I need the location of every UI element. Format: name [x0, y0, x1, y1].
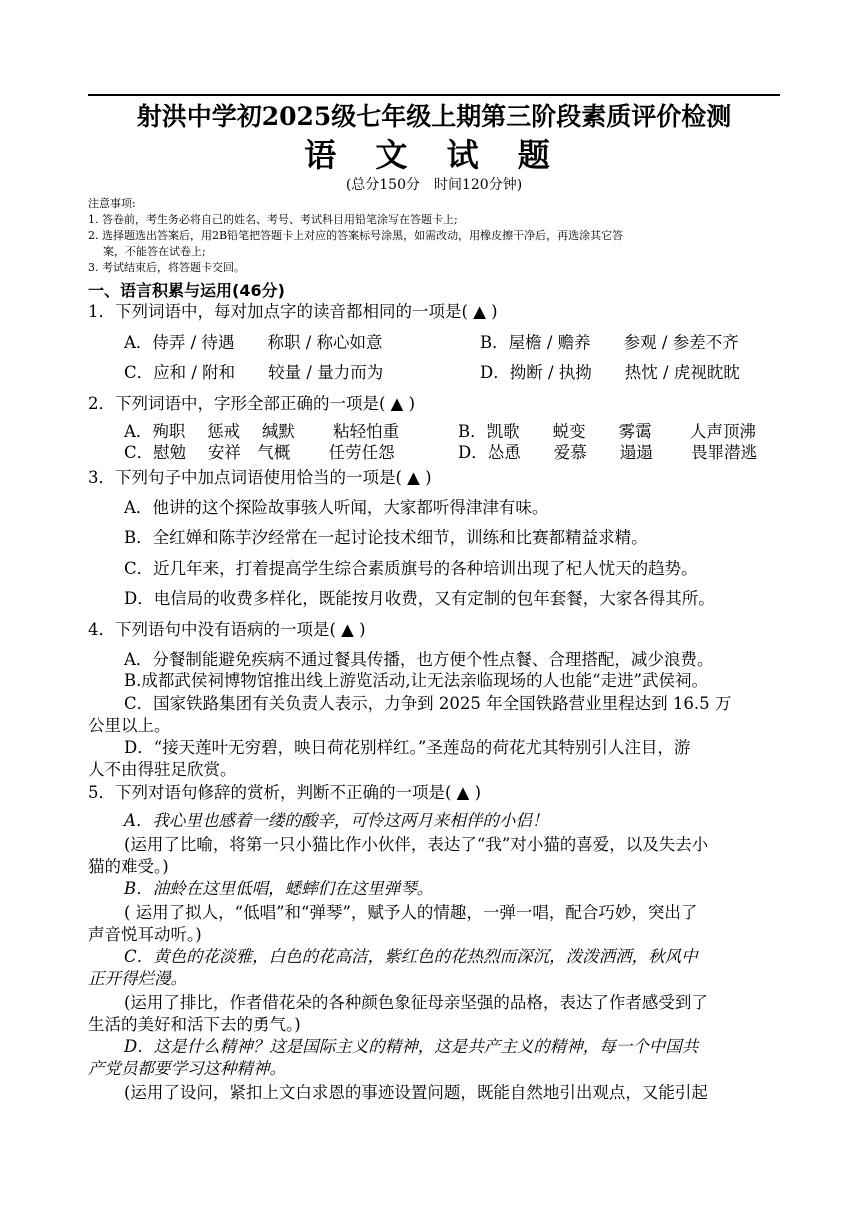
- q1-option-c: C．应和 / 附和 较量 / 量力而为: [124, 363, 384, 382]
- q2-option-b: B．凯歌 蜕变 雾霭 人声顶沸: [458, 422, 756, 441]
- q5-option-c: C．黄色的花淡雅，白色的花高洁，紫红色的花热烈而深沉，泼泼洒洒，秋风中: [124, 947, 698, 966]
- q4-option-d: D．“接天莲叶无穷碧，映日荷花别样红。”圣莲岛的荷花尤其特别引人注目，游: [124, 738, 691, 757]
- q4-stem: 4．下列语句中没有语病的一项是( ▲ ): [88, 620, 366, 639]
- q2-stem: 2．下列词语中，字形全部正确的一项是( ▲ ): [88, 394, 416, 413]
- notes-block: [88, 196, 783, 276]
- q5-option-d: D．这是什么精神？这是国际主义的精神，这是共产主义的精神，每一个中国共: [124, 1037, 699, 1056]
- q5-option-b: B．油蛉在这里低唱，蟋蟀们在这里弹琴。: [124, 879, 434, 898]
- note-1: 1. 答卷前，考生务必将自己的姓名、考号、考试科目用铅笔涂写在答题卡上;: [88, 213, 458, 226]
- q2-option-c: C．慰勉 安祥 气概 任劳任怨: [124, 443, 395, 462]
- answer-mark: ▲: [473, 302, 486, 321]
- note-2-cont: 案，不能答在试卷上;: [103, 245, 206, 258]
- q3-option-d: D．电信局的收费多样化，既能按月收费，又有定制的包年套餐，大家各得其所。: [124, 589, 715, 608]
- q3-option-c: C．近几年来，打着提高学生综合素质旗号的各种培训出现了杞人忧天的趋势。: [124, 559, 698, 578]
- q5-option-c-cont: 正开得烂漫。: [88, 969, 187, 988]
- q1-option-a: A．侍弄 / 待遇 称职 / 称心如意: [124, 333, 383, 352]
- q5-option-b-note: ( 运用了拟人，“低唱”和“弹琴”，赋予人的情趣，一弹一唱，配合巧妙，突出了: [124, 903, 698, 922]
- top-rule: [88, 94, 780, 96]
- q5-option-c-note-cont: 生活的美好和活下去的勇气。): [88, 1015, 301, 1034]
- q5-option-c-note: (运用了排比，作者借花朵的各种颜色象征母亲坚强的品格，表达了作者感受到了: [124, 993, 708, 1012]
- q5-option-a-note-cont: 猫的难受。): [88, 857, 169, 876]
- q5-option-d-note: (运用了设问，紧扣上文白求恩的事迹设置问题，既能自然地引出观点，又能引起: [124, 1083, 708, 1102]
- q5-option-b-note-cont: 声音悦耳动听。): [88, 925, 202, 944]
- q2-option-d: D．怂恿 爱慕 遢遢 畏罪潜逃: [458, 443, 757, 462]
- q3-stem: 3．下列句子中加点词语使用恰当的一项是( ▲ ): [88, 468, 432, 487]
- q3-option-a: A．他讲的这个探险故事骇人听闻，大家都听得津津有味。: [124, 498, 549, 517]
- section-heading: 一、语言积累与运用(46分): [88, 281, 285, 300]
- q5-option-d-cont: 产党员都要学习这种精神。: [88, 1059, 286, 1078]
- subject-title: 语 文 试 题: [304, 136, 564, 174]
- notes-heading: 注意事项:: [88, 197, 136, 210]
- q4-option-c: C．国家铁路集团有关负责人表示，力争到 2025 年全国铁路营业里程达到 16.5 万: [124, 694, 732, 713]
- q2-option-a: A．殉职 惩戒 缄默 粘轻怕重: [124, 422, 400, 441]
- q4-option-c-cont: 公里以上。: [88, 716, 171, 735]
- q4-option-b: B.成都武侯祠博物馆推出线上游览活动,让无法亲临现场的人也能“走进”武侯祠。: [124, 671, 708, 690]
- q4-option-d-cont: 人不由得驻足欣赏。: [88, 760, 237, 779]
- q5-option-a: A．我心里也感着一缕的酸辛，可怜这两月来相伴的小侣！: [124, 811, 549, 830]
- exam-title: 射洪中学初2025级七年级上期第三阶段素质评价检测: [136, 102, 732, 131]
- q5-stem: 5．下列对语句修辞的赏析，判断不正确的一项是( ▲ ): [88, 783, 482, 802]
- q5-option-a-note: (运用了比喻，将第一只小猫比作小伙伴，表达了“我”对小猫的喜爱，以及失去小: [124, 835, 709, 854]
- note-3: 3. 考试结束后，将答题卡交回。: [88, 261, 245, 274]
- q4-option-a: A．分餐制能避免疾病不通过餐具传播，也方便个性点餐、合理搭配，减少浪费。: [124, 650, 714, 669]
- score-time-info: (总分150分 时间120分钟): [345, 177, 523, 193]
- q3-option-b: B．全红婵和陈芋汐经常在一起讨论技术细节，训练和比赛都精益求精。: [124, 528, 648, 547]
- q1-stem: 1．下列词语中，每对加点字的读音都相同的一项是( ▲ ): [88, 302, 498, 321]
- q1-option-b: B．屋檐 / 赡养 参观 / 参差不齐: [480, 333, 739, 352]
- note-2: 2. 选择题选出答案后，用2B铅笔把答题卡上对应的答案标号涂黑，如需改动，用橡皮擦干净后，再选涂其它答: [88, 229, 624, 242]
- q1-option-d: D．拗断 / 执拗 热忱 / 虎视眈眈: [480, 363, 740, 382]
